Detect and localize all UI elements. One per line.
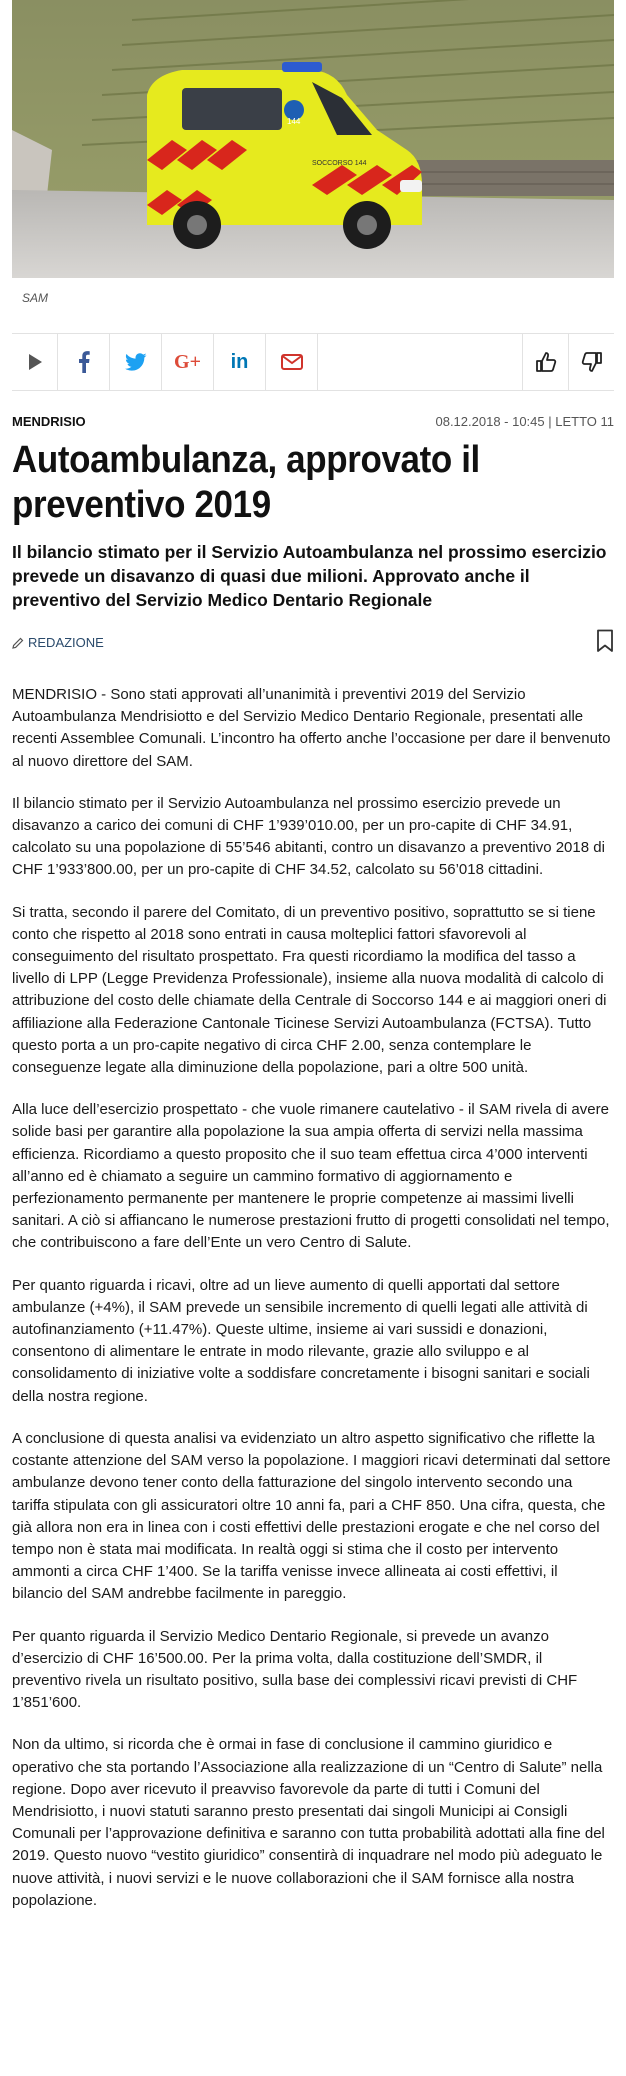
- paragraph: Alla luce dell’esercizio prospettato - che vuole rimanere cautelativo - il SAM rivela di avere solide basi per garantire alla popolazione la sua ampia offerta di servizi nella massima efficienza. Ricordiamo a questo proposito che il suo team effettua circa 4’000 interventi all’anno ed è chiamato a seguire un cammino formativo di aggiornamento e perfezionamento permanente per mantenere le proprie competenze ai massimi livelli sanitari. A ciò si affiancano le numerose prestazioni frutto di progetti consolidati nel tempo, che contribuiscono a fare dell’Ente un vero Centro di Salute.: [12, 1101, 610, 1252]
- author-name: REDAZIONE: [28, 635, 104, 650]
- play-icon: [27, 353, 43, 371]
- article-lead: Il bilancio stimato per il Servizio Autoambulanza nel prossimo esercizio prevede un disavanzo di quasi due milioni. Approvato anche il preventivo del Servizio Medico Dentario Regionale: [12, 542, 607, 610]
- bookmark-button[interactable]: [596, 629, 614, 658]
- article-body: [12, 684, 612, 1932]
- door-text: SOCCORSO 144: [312, 160, 367, 167]
- section-label[interactable]: MENDRISIO: [12, 414, 86, 429]
- image-caption: SAM: [22, 291, 49, 305]
- share-bar: [12, 333, 614, 391]
- twitter-icon: [125, 353, 147, 371]
- paragraph: Il bilancio stimato per il Servizio Autoambulanza nel prossimo esercizio prevede un disavanzo a carico dei comuni di CHF 1’939’010.00, per un pro-capite di CHF 34.91, calcolato su una popolazione di 55’546 abitanti, contro un disavanzo a preventivo 2018 di CHF 1’933’800.00, per un pro-capite di CHF 34.52, calcolato su 56’018 cittadini.: [12, 794, 605, 879]
- paragraph: MENDRISIO - Sono stati approvati all’unanimità i preventivi 2019 del Servizio Autoambulanza Mendrisiotto e del Servizio Medico Dentario Regionale, presentati alle recenti Assemblee Comunali. L’incontro ha offerto anche l’occasione per dare il benvenuto al nuovo direttore del SAM.: [12, 686, 611, 770]
- thumbs-down-icon: [581, 351, 603, 373]
- publish-date: 08.12.2018 - 10:45 | LETTO 11: [435, 414, 614, 429]
- hero-image: [12, 0, 614, 278]
- author-link[interactable]: [12, 635, 104, 650]
- twitter-share-button[interactable]: [110, 334, 162, 390]
- article-title: Autoambulanza, approvato il preventivo 2019: [12, 439, 480, 526]
- linkedin-share-button[interactable]: [214, 334, 266, 390]
- paragraph: Non da ultimo, si ricorda che è ormai in fase di conclusione il cammino giuridico e operativo che sta portando l’Associazione alla realizzazione di un “Centro di Salute” nella regione. Dopo aver ricevuto il preavviso favorevole da parte di tutti i Comuni del Mendrisiotto, i nuovi statuti saranno presto presentati dai singoli Municipi ai Consigli Comunali per l’approvazione definitiva e saranno con tutta probabilità adottati alla fine del 2019. Questo nuovo “vestito giuridico” consentirà di inquadrare nel modo più adeguato le nuove attività, i nuovi servizi e le nuove collaborazioni che il SAM fornisce alla nostra popolazione.: [12, 1736, 605, 1909]
- googleplus-share-button[interactable]: [162, 334, 214, 390]
- bookmark-icon: [596, 629, 614, 653]
- mail-share-button[interactable]: [266, 334, 318, 390]
- pencil-icon: [12, 637, 24, 649]
- play-button[interactable]: [12, 334, 58, 390]
- article-meta: [12, 414, 614, 432]
- facebook-icon: [78, 351, 90, 373]
- paragraph: A conclusione di questa analisi va evidenziato un altro aspetto significativo che riflette la costante attenzione del SAM verso la popolazione. I maggiori ricavi determinati dal settore ambulanze devono tener conto della fatturazione del singolo intervento secondo una tariffa stipulata con gli assicuratori oltre 10 anni fa, pari a CHF 850. Una cifra, questa, che già allora non era in linea con i costi effettivi delle prestazioni erogate e che nel corso del tempo non è stata mai modificata. In realtà oggi si stima che il costo per intervento ammonti a circa CHF 1’400. Se la tariffa venisse invece allineata ai costi effettivi, il bilancio del SAM andrebbe facilmente in pareggio.: [12, 1429, 611, 1603]
- like-button[interactable]: [522, 334, 568, 390]
- vehicle-label: 144: [287, 117, 301, 126]
- dislike-button[interactable]: [568, 334, 614, 390]
- paragraph: Per quanto riguarda il Servizio Medico Dentario Regionale, si prevede un avanzo d’esercizio di CHF 16’500.00. Per la prima volta, dalla costituzione dell’SMDR, il preventivo rivela un risultato positivo, sulla base dei complessivi ricavi previsti di CHF 1’851’600.: [12, 1627, 578, 1712]
- paragraph: Si tratta, secondo il parere del Comitato, di un preventivo positivo, soprattutto se si tiene conto che rispetto al 2018 sono entrati in causa molteplici fattori sfavorevoli al conseguimento del risultato prospettato. Fra questi ricordiamo la modifica del tasso a livello di LPP (Legge Previdenza Professionale), insieme alla nuova modalità di calcolo di attribuzione del costo delle chiamate della Centrale di Soccorso 144 e ai maggiori oneri di affiliazione alla Federazione Cantonale Ticinese Servizi Autoambulanza (FCTSA). Tutto questo porta a un pro-capite negativo di circa CHF 2.00, senza contemplare le conseguenze legate alla diminuzione della popolazione, pari a oltre 500 unità.: [12, 903, 607, 1077]
- linkedin-icon: in: [230, 350, 249, 373]
- author-row: [12, 629, 614, 659]
- facebook-share-button[interactable]: [58, 334, 110, 390]
- googleplus-icon: G+: [174, 350, 201, 373]
- paragraph: Per quanto riguarda i ricavi, oltre ad un lieve aumento di quelli apportati dal settore ambulanze (+4%), il SAM prevede un sensibile incremento di quelli legati alle attività di autofinanziamento (+11.47%). Queste ultime, insieme ai vari sussidi e donazioni, consentono di alimentare le entrate in modo rilevante, grazie allo sviluppo e al consolidamento di iniziative volte a soddisfare concretamente i bisogni sanitari e sociali della nostra regione.: [12, 1276, 590, 1405]
- thumbs-up-icon: [535, 351, 557, 373]
- mail-icon: [281, 354, 303, 370]
